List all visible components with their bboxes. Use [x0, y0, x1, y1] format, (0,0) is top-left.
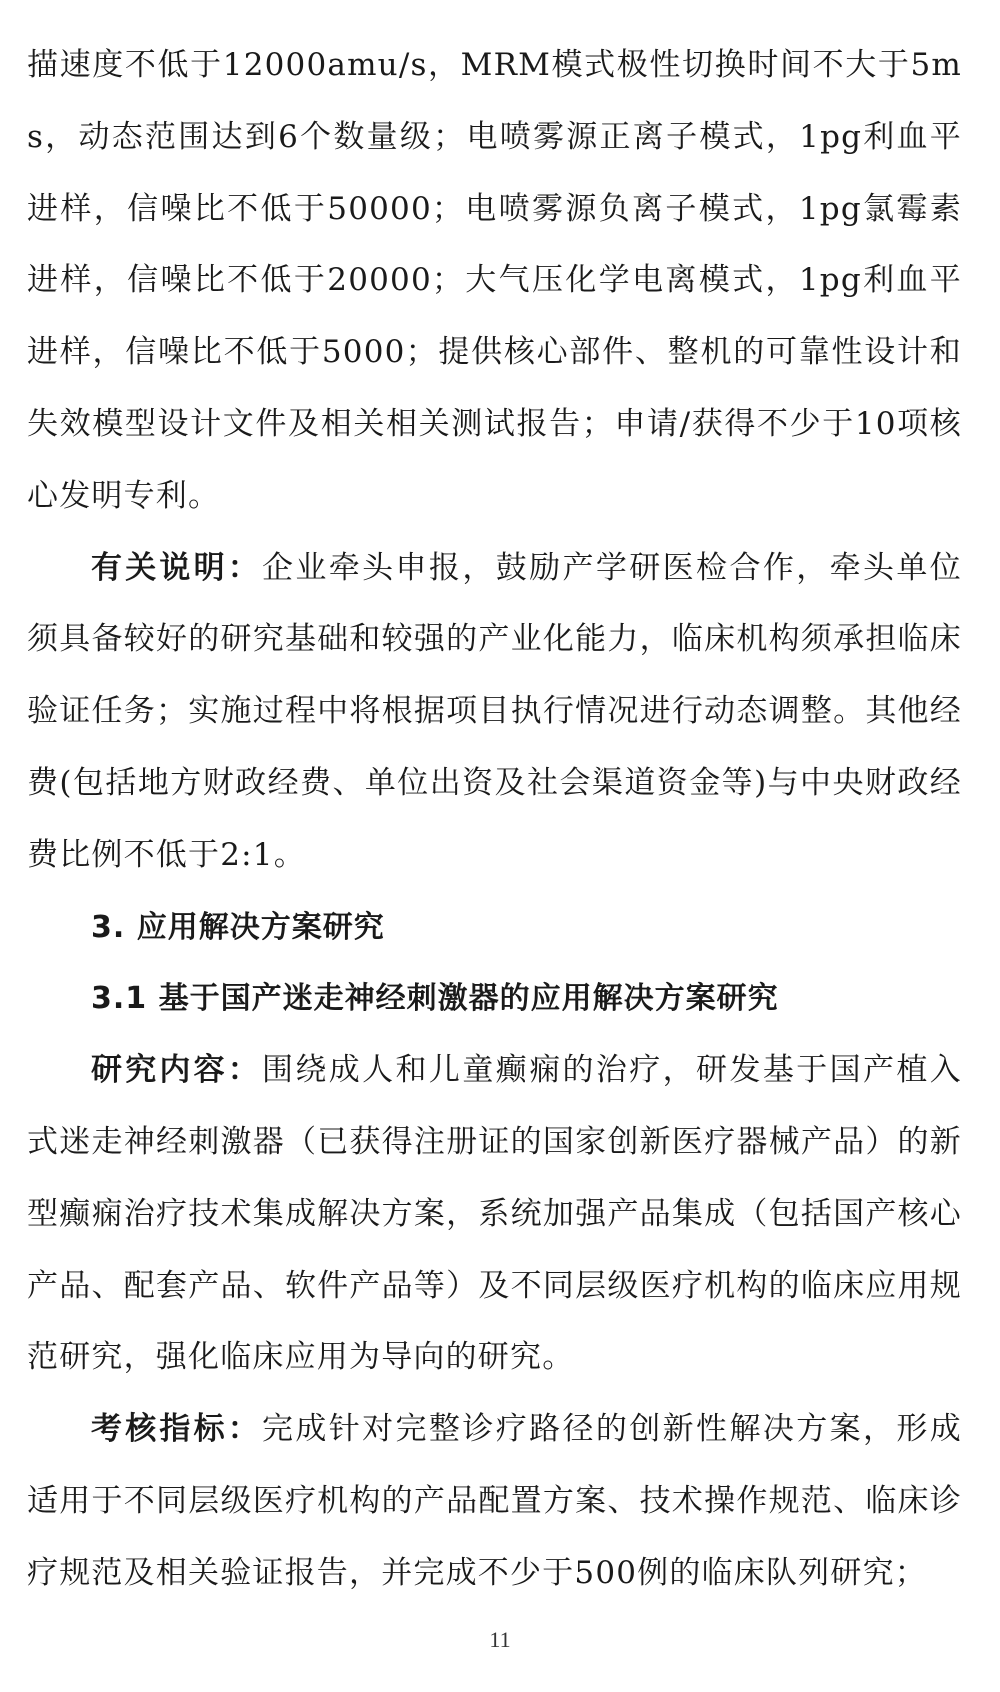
assessment-label: 考核指标： — [91, 1411, 262, 1448]
continuation-paragraph — [27, 30, 962, 533]
notes-label: 有关说明： — [91, 549, 262, 586]
subsection-heading: 3.1 基于国产迷走神经刺激器的应用解决方案研究 — [91, 981, 779, 1017]
assessment-text: 完成针对完整诊疗路径的创新性解决方案，形成适用于不同层级医疗机构的产品配置方案、技术操作规范、临床诊疗规范及相关验证报告，并完成不少于500例的临床队列研究； — [27, 1411, 963, 1591]
continuation-text: 描速度不低于12000amu/s，MRM模式极性切换时间不大于5ms，动态范围达到6个数量级；电喷雾源正离子模式，1pg利血平进样，信噪比不低于50000；电喷雾源负离子模式，1pg氯霉素进样，信噪比不低于20000；大气压化学电离模式，1pg利血平进样，信噪比不低于5000；提供核心部件、整机的可靠性设计和失效模型设计文件及相关相关测试报告；申请/获得不少于10项核心发明专利。 — [27, 47, 962, 514]
research-text: 围绕成人和儿童癫痫的治疗，研发基于国产植入式迷走神经刺激器（已获得注册证的国家创新医疗器械产品）的新型癫痫治疗技术集成解决方案，系统加强产品集成（包括国产核心产品、配套产品、软件产品等）及不同层级医疗机构的临床应用规范研究，强化临床应用为导向的研究。 — [27, 1052, 963, 1376]
notes-paragraph — [27, 533, 962, 892]
research-paragraph — [27, 1035, 962, 1394]
research-label: 研究内容： — [91, 1052, 262, 1089]
section-heading: 3. 应用解决方案研究 — [91, 909, 385, 945]
page-number: 11 — [489, 1627, 511, 1652]
assessment-paragraph — [27, 1394, 962, 1609]
document-page — [27, 30, 962, 1610]
notes-text: 企业牵头申报，鼓励产学研医检合作，牵头单位须具备较好的研究基础和较强的产业化能力，临床机构须承担临床验证任务；实施过程中将根据项目执行情况进行动态调整。其他经费(包括地方财政经费、单位出资及社会渠道资金等)与中央财政经费比例不低于2:1。 — [27, 549, 963, 873]
